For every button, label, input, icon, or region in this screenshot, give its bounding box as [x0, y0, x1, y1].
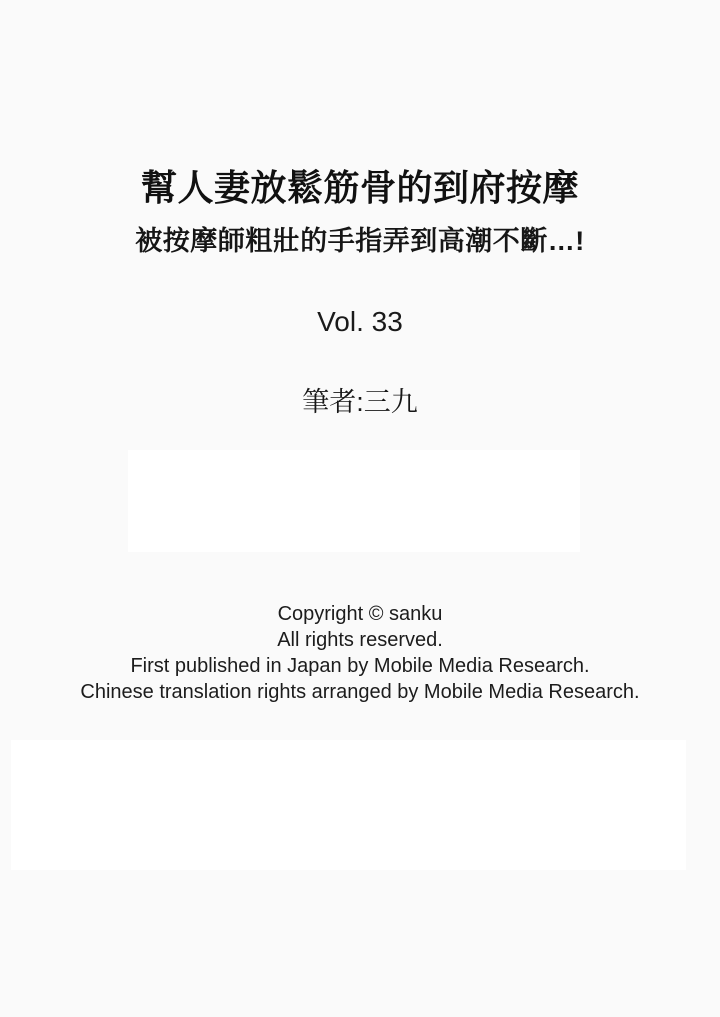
copyright-line-publisher: First published in Japan by Mobile Media Research. [130, 655, 590, 677]
copyright-line-translation: Chinese translation rights arranged by Mobile Media Research. [80, 681, 640, 703]
volume-label: Vol. 33 [317, 306, 403, 337]
copyright-line-holder: Copyright © sanku [277, 603, 443, 625]
copyright-line-rights: All rights reserved. [277, 629, 443, 651]
copyright-block [0, 601, 720, 705]
blank-image-panel-middle [128, 450, 580, 552]
page-subtitle: 被按摩師粗壯的手指弄到高潮不斷…! [135, 226, 585, 256]
page-title: 幫人妻放鬆筋骨的到府按摩 [140, 167, 579, 208]
author-line: 筆者:三九 [302, 387, 418, 417]
blank-image-panel-bottom [11, 740, 686, 870]
